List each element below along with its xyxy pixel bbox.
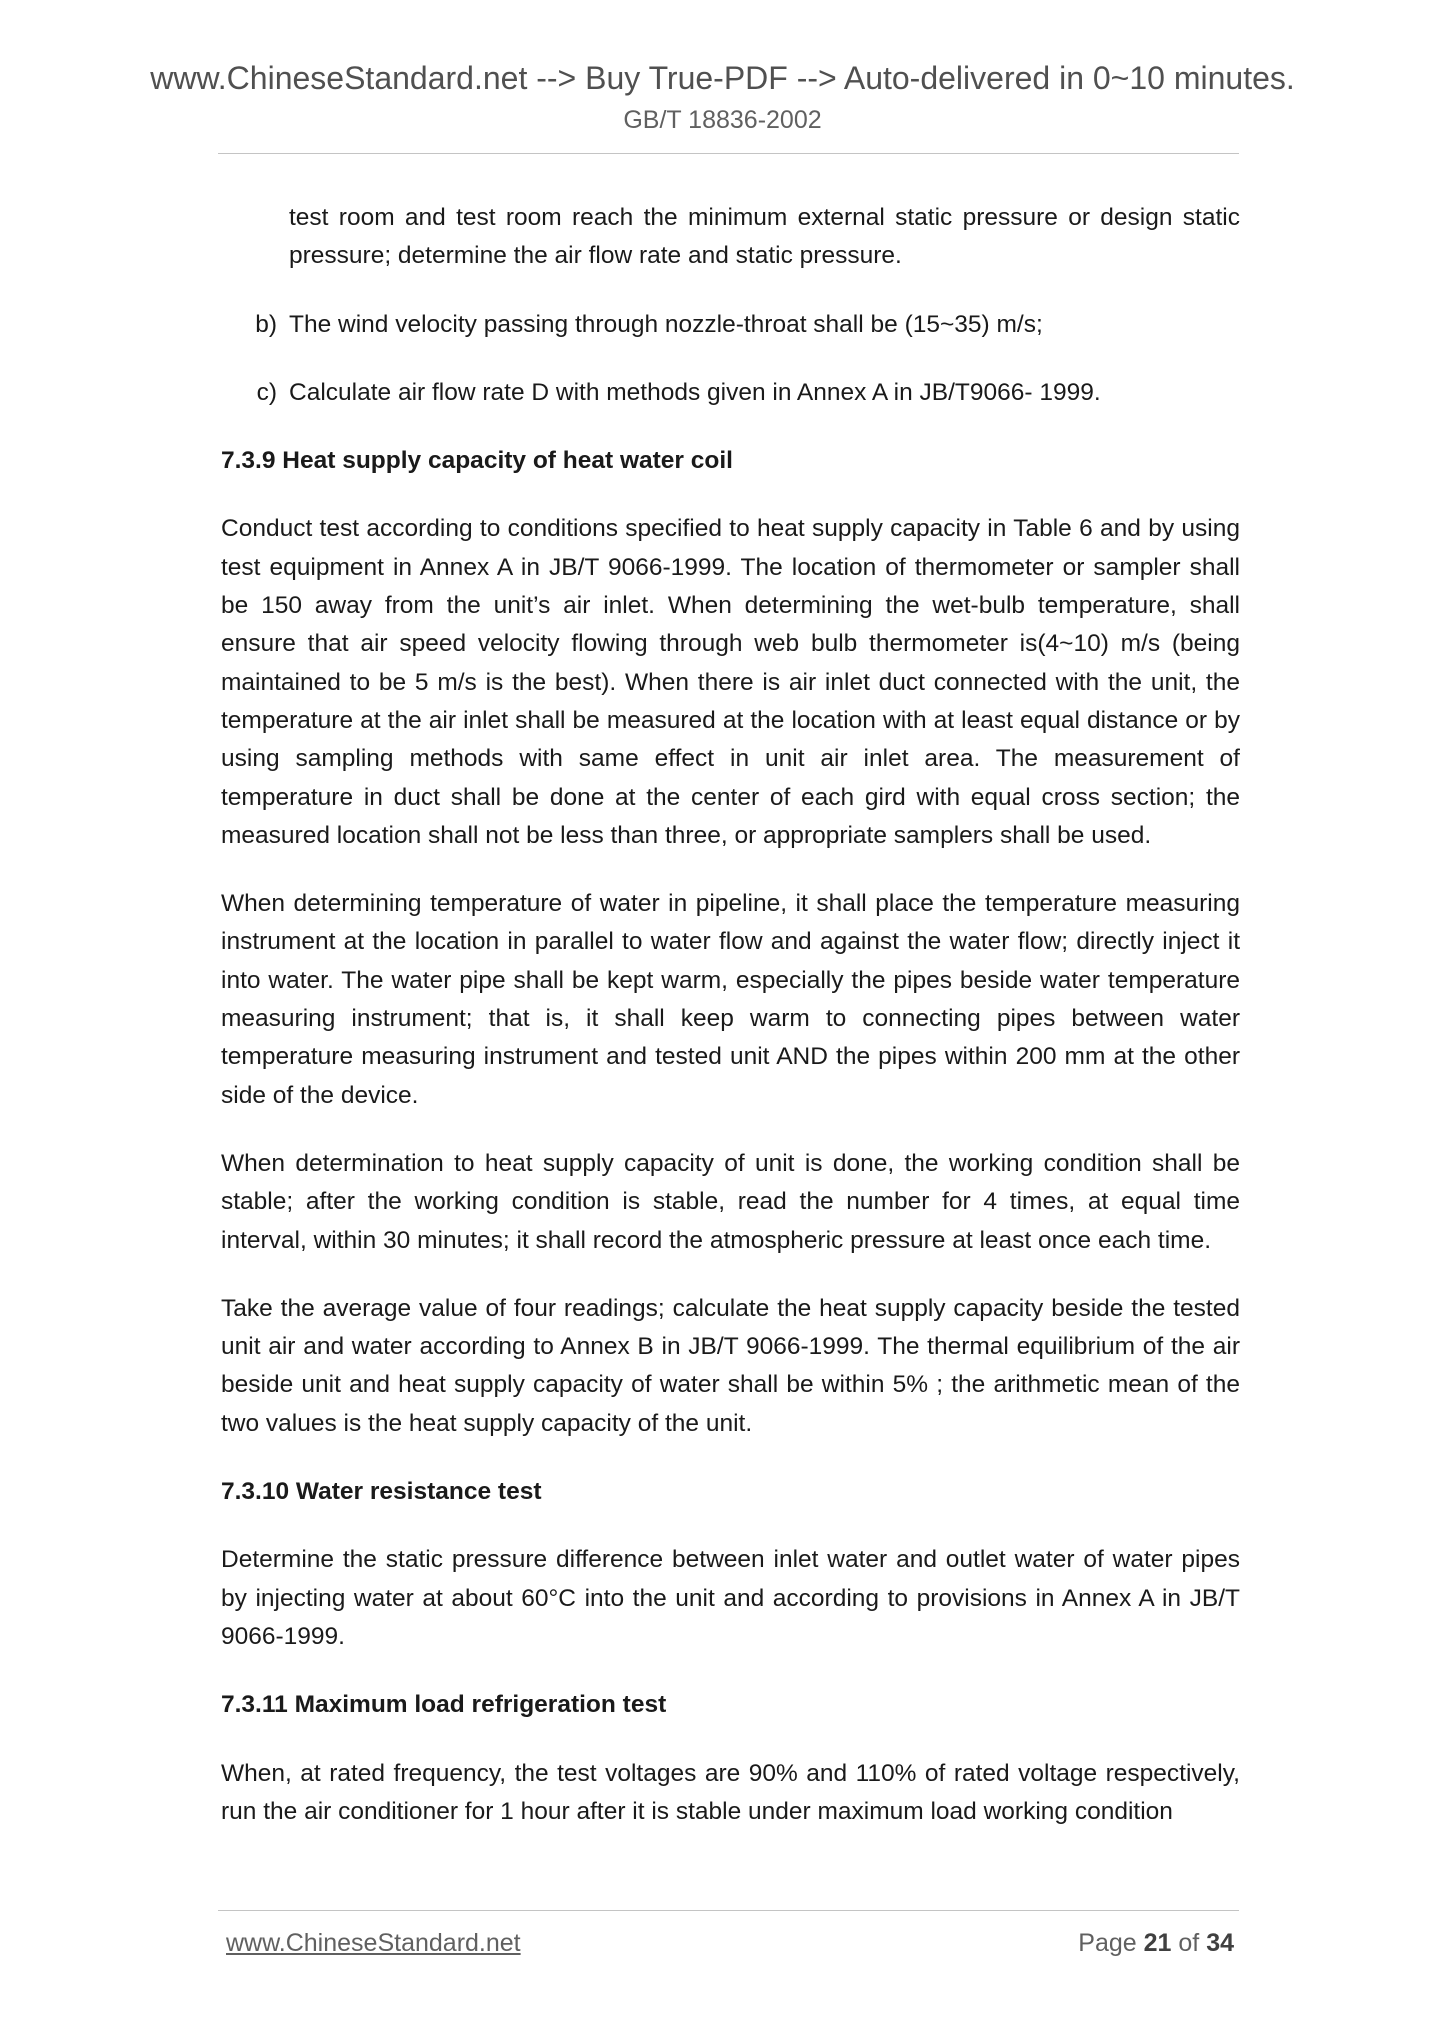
page-number — [1078, 1926, 1234, 1960]
list-item-c — [221, 374, 1240, 412]
section-heading-7-3-9: 7.3.9 Heat supply capacity of heat water coil — [221, 447, 733, 475]
header-banner: www.ChineseStandard.net --> Buy True-PDF --> Auto-delivered in 0~10 minutes. — [150, 60, 1295, 96]
header-divider — [218, 153, 1239, 154]
paragraph: Take the average value of four readings; calculate the heat supply capacity beside the tested unit air and water according to Annex B in JB/T 9066-1999. The thermal equilibrium of the air beside unit and heat supply capacity of water shall be within 5% ; the arithmetic mean of the two values is the heat supply capacity of the unit. — [221, 1294, 1240, 1437]
footer-site-link[interactable]: www.ChineseStandard.net — [226, 1929, 521, 1957]
paragraph: Conduct test according to conditions specified to heat supply capacity in Table 6 and by using test equipment in Annex A in JB/T 9066-1999. The location of thermometer or sampler shall be 150 away from the unit’s air inlet. When determining the wet-bulb temperature, shall ensure that air speed velocity flowing through web bulb thermometer is(4~10) m/s (being maintained to be 5 m/s is the best). When there is air inlet duct connected with the unit, the temperature at the air inlet shall be measured at the location with at least equal distance or by using sampling methods with same effect in unit air inlet area. The measurement of temperature in duct shall be done at the center of each gird with equal cross section; the measured location shall not be less than three, or appropriate samplers shall be used. — [221, 515, 1240, 849]
page-total: 34 — [1206, 1929, 1234, 1957]
list-marker: b) — [255, 310, 277, 338]
page-current: 21 — [1143, 1929, 1172, 1957]
page-of: of — [1178, 1929, 1200, 1957]
list-item-text: Calculate air flow rate D with methods given in Annex A in JB/T9066- 1999. — [289, 378, 1101, 406]
continuation-paragraph: test room and test room reach the minimum external static pressure or design static pressure; determine the air flow rate and static pressure. — [289, 204, 1240, 270]
paragraph: Determine the static pressure difference between inlet water and outlet water of water pipes by injecting water at about 60°C into the unit and according to provisions in Annex A in JB/T 9066-1999. — [221, 1546, 1240, 1650]
paragraph: When determining temperature of water in pipeline, it shall place the temperature measuring instrument at the location in parallel to water flow and against the water flow; directly inject it into water. The water pipe shall be kept warm, especially the pipes beside water temperature measuring instrument; that is, it shall keep warm to connecting pipes between water temperature measuring instrument and tested unit AND the pipes within 200 mm at the other side of the device. — [221, 890, 1240, 1109]
section-heading-7-3-11: 7.3.11 Maximum load refrigeration test — [221, 1691, 667, 1719]
paragraph: When determination to heat supply capacity of unit is done, the working condition shall be stable; after the working condition is stable, read the number for 4 times, at equal time interval, within 30 minutes; it shall record the atmospheric pressure at least once each time. — [221, 1149, 1240, 1254]
page-content — [221, 199, 1240, 1861]
list-item-b — [221, 306, 1240, 344]
section-heading-7-3-10: 7.3.10 Water resistance test — [221, 1478, 542, 1506]
footer-divider — [218, 1910, 1239, 1911]
page-word: Page — [1078, 1929, 1137, 1957]
paragraph: When, at rated frequency, the test voltages are 90% and 110% of rated voltage respectively, run the air conditioner for 1 hour after it is stable under maximum load working condition — [221, 1759, 1240, 1825]
list-marker: c) — [256, 378, 277, 406]
list-item-text: The wind velocity passing through nozzle-throat shall be (15~35) m/s; — [289, 310, 1043, 338]
standard-code: GB/T 18836-2002 — [623, 106, 822, 134]
